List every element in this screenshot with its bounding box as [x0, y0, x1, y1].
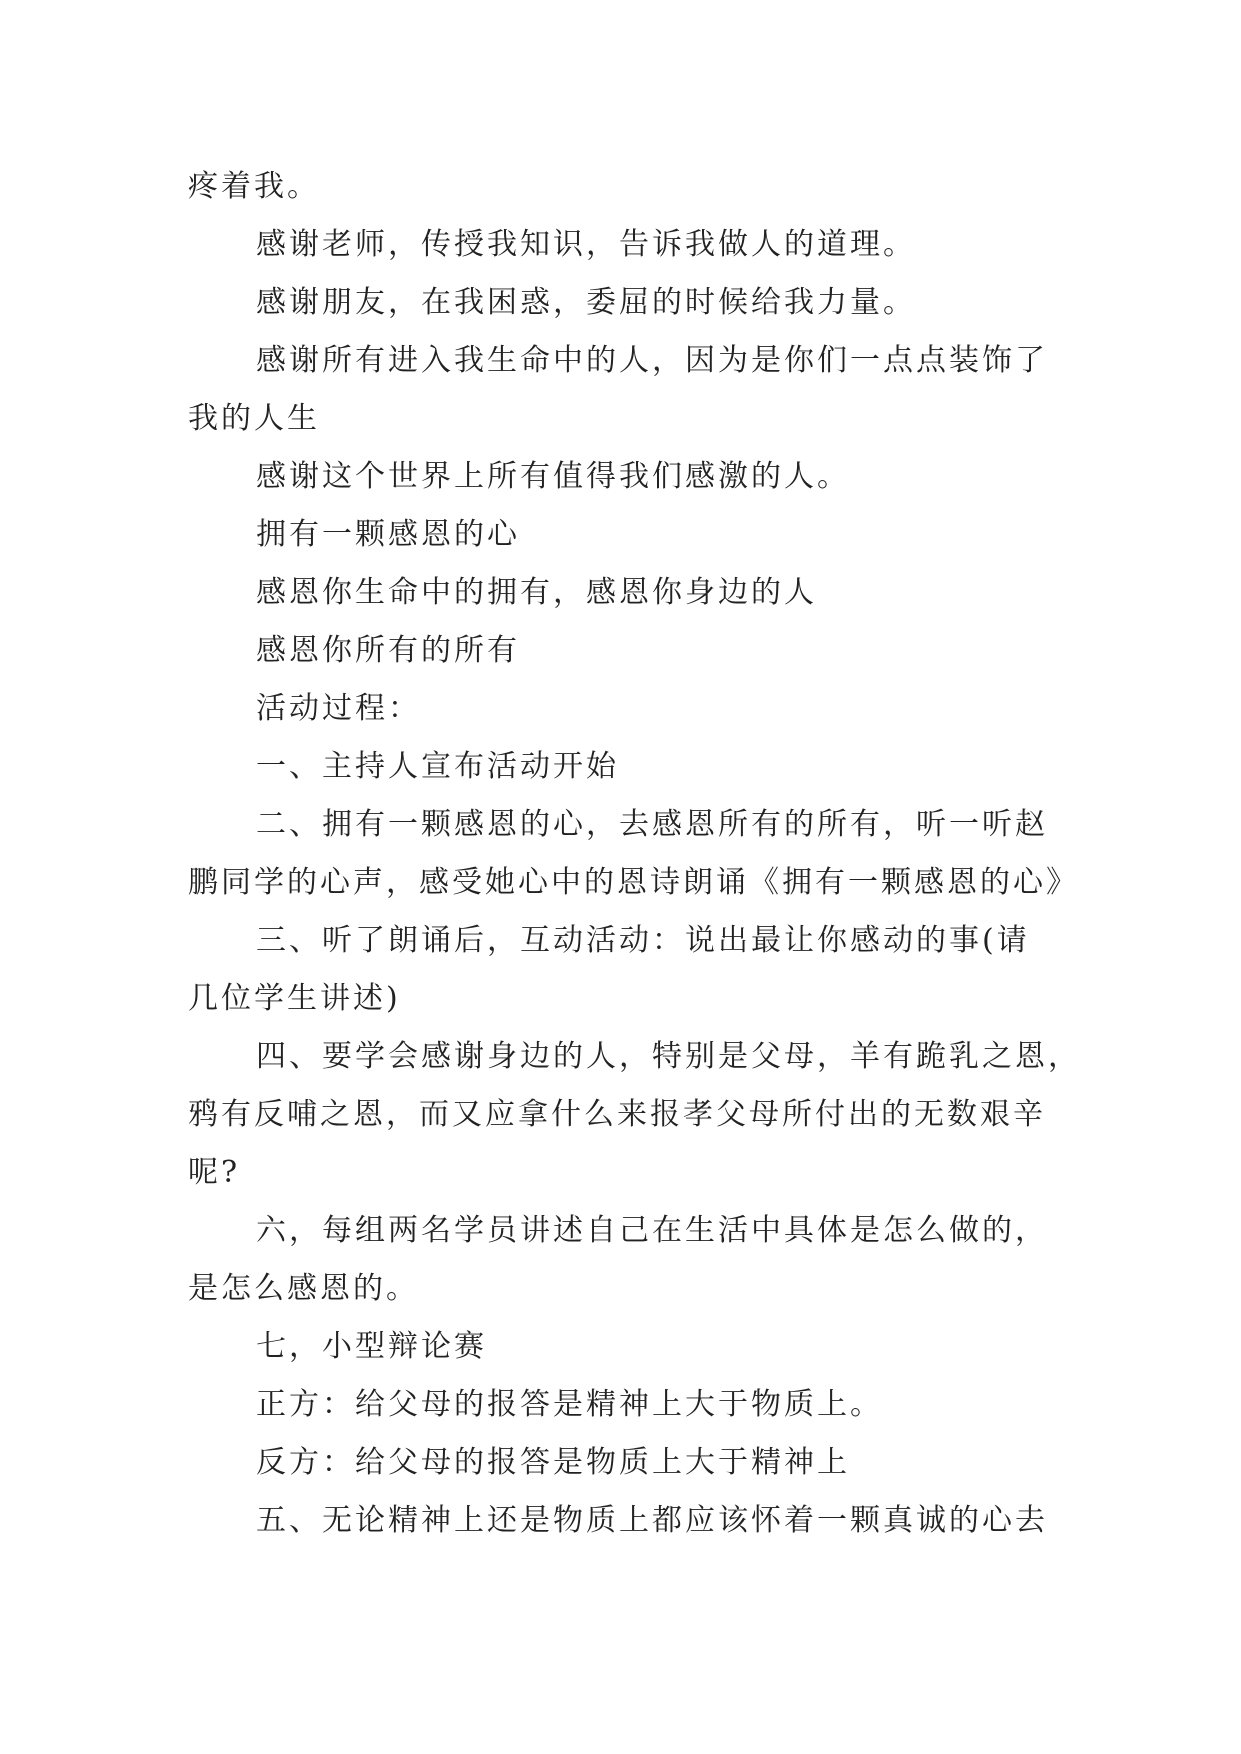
text-line: 感谢所有进入我生命中的人，因为是你们一点点装饰了 [256, 343, 1048, 378]
text-line: 四、要学会感谢身边的人，特别是父母，羊有跪乳之恩， [256, 1039, 1081, 1074]
text-line: 三、听了朗诵后，互动活动：说出最让你感动的事(请 [256, 923, 1030, 958]
text-line: 鹏同学的心声，感受她心中的恩诗朗诵《拥有一颗感恩的心》 [188, 865, 1079, 900]
text-line: 鸦有反哺之恩，而又应拿什么来报孝父母所付出的无数艰辛 [188, 1097, 1046, 1132]
text-line: 拥有一颗感恩的心 [256, 517, 520, 552]
document-body [188, 158, 1081, 1550]
text-line: 我的人生 [188, 401, 320, 436]
text-line: 一、主持人宣布活动开始 [256, 749, 619, 784]
section-heading: 活动过程： [256, 691, 421, 726]
text-line: 几位学生讲述) [188, 981, 401, 1016]
text-line: 反方：给父母的报答是物质上大于精神上 [256, 1445, 850, 1480]
text-line: 五、无论精神上还是物质上都应该怀着一颗真诚的心去 [256, 1503, 1048, 1538]
text-line: 感谢这个世界上所有值得我们感激的人。 [256, 459, 850, 494]
text-line: 感谢老师，传授我知识，告诉我做人的道理。 [256, 227, 916, 262]
text-line: 六，每组两名学员讲述自己在生活中具体是怎么做的， [256, 1213, 1048, 1248]
text-line: 二、拥有一颗感恩的心，去感恩所有的所有，听一听赵 [256, 807, 1048, 842]
text-line: 呢? [188, 1155, 241, 1190]
text-line: 疼着我。 [188, 169, 320, 204]
text-line: 是怎么感恩的。 [188, 1271, 419, 1306]
text-line: 感恩你生命中的拥有，感恩你身边的人 [256, 575, 817, 610]
text-line: 七，小型辩论赛 [256, 1329, 487, 1364]
text-line: 正方：给父母的报答是精神上大于物质上。 [256, 1387, 883, 1422]
text-line: 感谢朋友，在我困惑，委屈的时候给我力量。 [256, 285, 916, 320]
text-line: 感恩你所有的所有 [256, 633, 520, 668]
